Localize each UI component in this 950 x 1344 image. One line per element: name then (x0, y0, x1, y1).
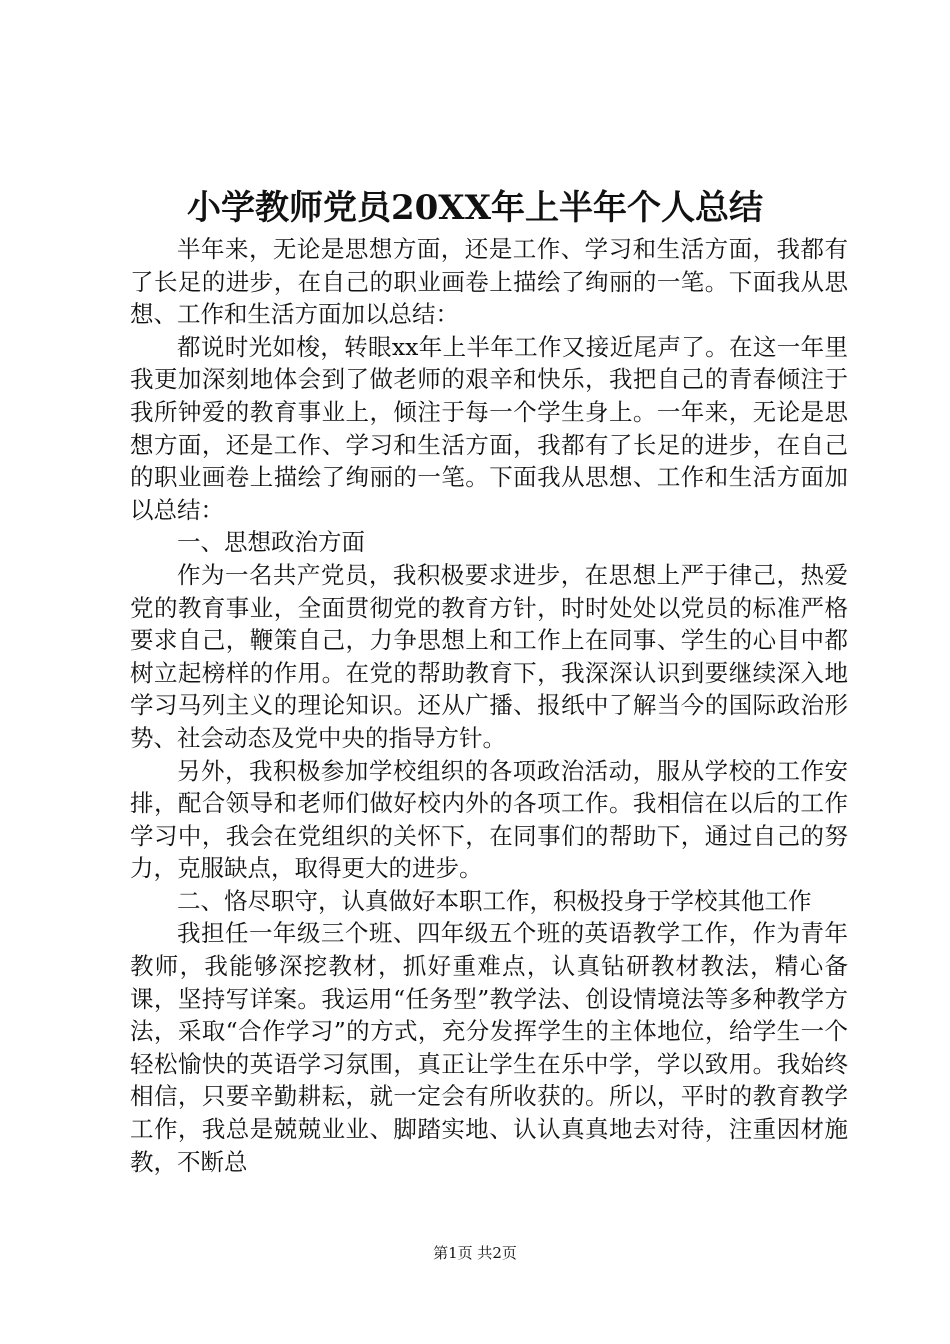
section-heading-political: 一、思想政治方面 (177, 528, 365, 557)
document-title: 小学教师党员20XX年上半年个人总结 (186, 188, 764, 228)
paragraph-intro: 半年来，无论是思想方面，还是工作、学习和生活方面，我都有了长足的进步，在自己的职业画卷上描绘了绚丽的一笔。下面我从思想、工作和生活方面加以总结： (130, 235, 848, 329)
paragraph-party-member: 作为一名共产党员，我积极要求进步，在思想上严于律己，热爱党的教育事业，全面贯彻党的教育方针，时时处处以党员的标准严格要求自己，鞭策自己，力争思想上和工作上在同事、学生的心目中都树立起榜样的作用。在党的帮助教育下，我深深认识到要继续深入地学习马列主义的理论知识。还从广播、报纸中了解当今的国际政治形势、社会动态及党中央的指导方针。 (130, 560, 848, 752)
paragraph-time: 都说时光如梭，转眼xx年上半年工作又接近尾声了。在这一年里我更加深刻地体会到了做老师的艰辛和快乐，我把自己的青春倾注于我所钟爱的教育事业上，倾注于每一个学生身上。一年来，无论是思想方面，还是工作、学习和生活方面，我都有了长足的进步，在自己的职业画卷上描绘了绚丽的一笔。下面我从思想、工作和生活方面加以总结： (130, 332, 848, 524)
document-body (130, 233, 848, 1178)
paragraph-teaching: 我担任一年级三个班、四年级五个班的英语教学工作，作为青年教师，我能够深挖教材，抓好重难点，认真钻研教材教法，精心备课，坚持写详案。我运用“任务型”教学法、创设情境法等多种教学方法，采取“合作学习”的方式，充分发挥学生的主体地位，给学生一个轻松愉快的英语学习氛围，真正让学生在乐中学，学以致用。我始终相信，只要辛勤耕耘，就一定会有所收获的。所以，平时的教育教学工作，我总是兢兢业业、脚踏实地、认认真真地去对待，注重因材施教，不断总 (130, 919, 848, 1176)
paragraph-activities: 另外，我积极参加学校组织的各项政治活动，服从学校的工作安排，配合领导和老师们做好校内外的各项工作。我相信在以后的工作学习中，我会在党组织的关怀下，在同事们的帮助下，通过自己的努力，克服缺点，取得更大的进步。 (130, 756, 848, 883)
section-heading-duties: 二、恪尽职守，认真做好本职工作，积极投身于学校其他工作 (177, 886, 812, 915)
page-footer: 第1页 共2页 (433, 1244, 517, 1262)
